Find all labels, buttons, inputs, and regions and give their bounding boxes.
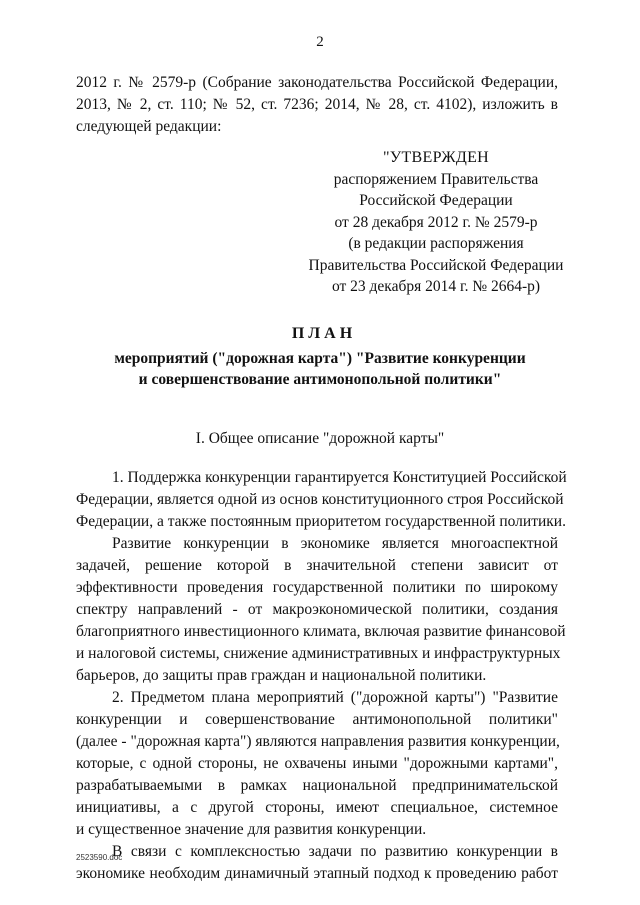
- body-line: инициативы, а с другой стороны, имеют специальное, системное: [76, 799, 558, 816]
- body-line: Развитие конкуренции в экономике является многоаспектной: [112, 535, 558, 552]
- intro-line: следующей редакции:: [76, 118, 222, 135]
- section-heading: I. Общее описание "дорожной карты": [195, 430, 445, 447]
- approval-line: Российской Федерации: [359, 192, 513, 209]
- body-line: которые, с одной стороны, не охвачены иными "дорожными картами",: [76, 755, 558, 772]
- intro-line: 2013, № 2, ст. 110; № 52, ст. 7236; 2014, № 28, ст. 4102), изложить в: [76, 96, 558, 113]
- plan-subtitle-line: мероприятий ("дорожная карта") "Развитие конкуренции: [114, 350, 526, 367]
- body-line: экономике необходим динамичный этапный подход к проведению работ: [76, 865, 558, 882]
- page-number: 2: [316, 34, 324, 50]
- body-line: спектру направлений - от макроэкономической политики, создания: [76, 601, 558, 618]
- body-line: В связи с комплексностью задачи по развитию конкуренции в: [112, 843, 558, 860]
- body-line: Федерации, а также постоянным приоритетом государственной политики.: [76, 513, 566, 530]
- approval-line: (в редакции распоряжения: [348, 235, 524, 252]
- approval-block: [296, 147, 576, 298]
- body-line: Федерации, является одной из основ конституционного строя Российской: [76, 491, 564, 508]
- approval-line: Правительства Российской Федерации: [308, 256, 564, 274]
- approval-line: от 28 декабря 2012 г. № 2579-р: [334, 213, 538, 231]
- body-line: и налоговой системы, снижение административных и инфраструктурных: [76, 645, 561, 662]
- body-line: и существенное значение для развития конкуренции.: [76, 821, 427, 838]
- body-line: (далее - "дорожная карта") являются направления развития конкуренции,: [76, 733, 560, 750]
- plan-subtitle-line: и совершенствование антимонопольной политики": [138, 371, 502, 388]
- approval-heading: "УТВЕРЖДЕН: [383, 149, 489, 166]
- body-line: благоприятного инвестиционного климата, включая развитие финансовой: [76, 623, 566, 640]
- body-line: конкуренции и совершенствование антимонопольной политики": [76, 711, 558, 728]
- body-line: 1. Поддержка конкуренции гарантируется Конституцией Российской: [112, 469, 567, 486]
- body-line: разрабатываемыми в рамках национальной предпринимательской: [76, 777, 558, 794]
- approval-line: распоряжением Правительства: [333, 170, 539, 188]
- body-line: барьеров, до защиты прав граждан и национальной политики.: [76, 667, 487, 684]
- document-footer: 2523590.doc: [76, 853, 123, 862]
- body-line: эффективности проведения государственной политики по широкому: [76, 579, 558, 596]
- body-line: 2. Предметом плана мероприятий ("дорожной карты") "Развитие: [112, 689, 558, 706]
- approval-line: от 23 декабря 2014 г. № 2664-р): [331, 278, 541, 295]
- plan-title: ПЛАН: [291, 325, 357, 342]
- body-line: задачей, решение которой в значительной степени зависит от: [76, 557, 558, 574]
- intro-line: 2012 г. № 2579-р (Собрание законодательства Российской Федерации,: [76, 74, 558, 91]
